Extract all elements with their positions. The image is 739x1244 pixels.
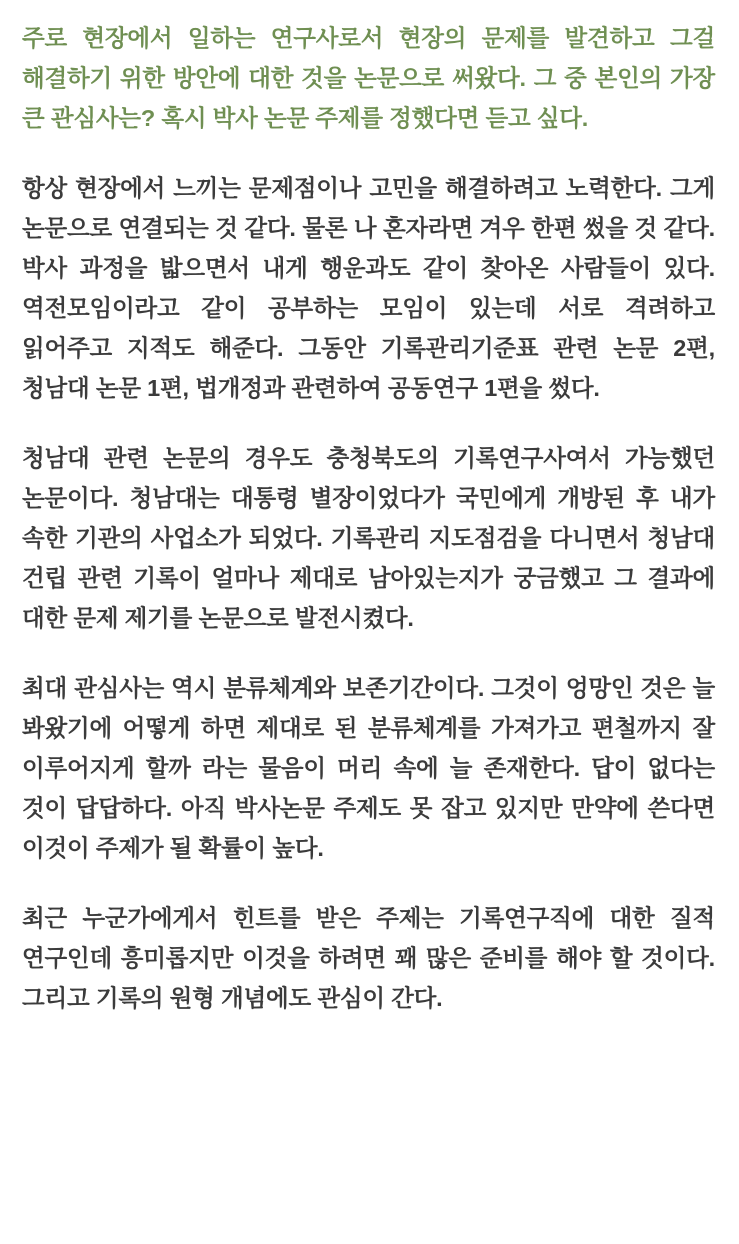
interview-answer-paragraph-4: 최근 누군가에게서 힌트를 받은 주제는 기록연구직에 대한 질적 연구인데 흥미롭지만 이것을 하려면 꽤 많은 준비를 해야 할 것이다. 그리고 기록의 원형 개념에도 관심이 간다. (22, 905, 715, 1011)
page-bottom-margin (22, 1048, 715, 1088)
interview-question-paragraph: 주로 현장에서 일하는 연구사로서 현장의 문제를 발견하고 그걸 해결하기 위한 방안에 대한 것을 논문으로 써왔다. 그 중 본인의 가장 큰 관심사는? 혹시 박사 논문 주제를 정했다면 듣고 싶다. (22, 25, 715, 131)
interview-answer-paragraph-3: 최대 관심사는 역시 분류체계와 보존기간이다. 그것이 엉망인 것은 늘 봐왔기에 어떻게 하면 제대로 된 분류체계를 가져가고 편철까지 잘 이루어지게 할까 라는 물음이 머리 속에 늘 존재한다. 답이 없다는 것이 답답하다. 아직 박사논문 주제도 못 잡고 있지만 만약에 쓴다면 이것이 주제가 될 확률이 높다. (22, 675, 715, 861)
interview-answer-paragraph-1: 항상 현장에서 느끼는 문제점이나 고민을 해결하려고 노력한다. 그게 논문으로 연결되는 것 같다. 물론 나 혼자라면 겨우 한편 썼을 것 같다. 박사 과정을 밟으면서 내게 행운과도 같이 찾아온 사람들이 있다. 역전모임이라고 같이 공부하는 모임이 있는데 서로 격려하고 읽어주고 지적도 해준다. 그동안 기록관리기준표 관련 논문 2편, 청남대 논문 1편, 법개정과 관련하여 공동연구 1편을 썼다. (22, 175, 715, 401)
interview-answer-paragraph-2: 청남대 관련 논문의 경우도 충청북도의 기록연구사여서 가능했던 논문이다. 청남대는 대통령 별장이었다가 국민에게 개방된 후 내가 속한 기관의 사업소가 되었다. 기록관리 지도점검을 다니면서 청남대 건립 관련 기록이 얼마나 제대로 남아있는지가 궁금했고 그 결과에 대한 문제 제기를 논문으로 발전시켰다. (22, 445, 715, 631)
